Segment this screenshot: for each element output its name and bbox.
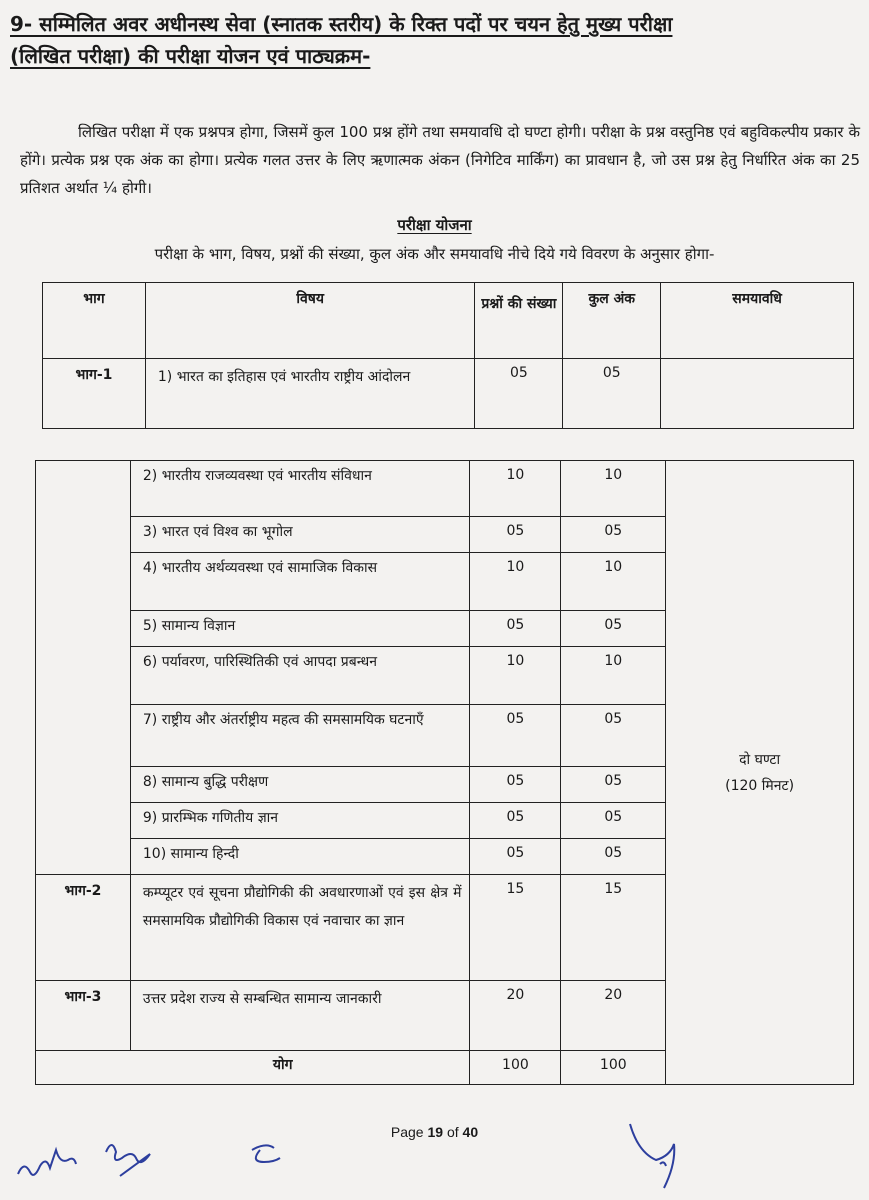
- part1-label: भाग-1: [43, 359, 146, 429]
- scheme-title: परीक्षा योजना: [397, 216, 472, 234]
- subject-cell: 6) पर्यावरण, पारिस्थितिकी एवं आपदा प्रबन्धन: [130, 647, 470, 705]
- table-row: [36, 461, 854, 517]
- subject-cell: 9) प्रारम्भिक गणितीय ज्ञान: [130, 803, 470, 839]
- questions-cell: 05: [470, 767, 561, 803]
- duration-cell: [666, 461, 854, 1085]
- footer-current-page: 19: [427, 1124, 444, 1140]
- total-marks: 100: [561, 1051, 666, 1085]
- marks-cell: 05: [563, 359, 661, 429]
- heading-line-2: (लिखित परीक्षा) की परीक्षा योजन एवं पाठ्यक्रम-: [10, 44, 371, 68]
- questions-cell: 15: [470, 875, 561, 981]
- subject-cell: 2) भारतीय राजव्यवस्था एवं भारतीय संविधान: [130, 461, 470, 517]
- subject-cell: 10) सामान्य हिन्दी: [130, 839, 470, 875]
- heading-line-1: 9- सम्मिलित अवर अधीनस्थ सेवा (स्नातक स्तरीय) के रिक्त पदों पर चयन हेतु मुख्य परीक्षा: [10, 12, 673, 36]
- marks-cell: 05: [561, 767, 666, 803]
- questions-cell: 20: [470, 981, 561, 1051]
- questions-cell: 05: [475, 359, 563, 429]
- marks-cell: 05: [561, 611, 666, 647]
- subject-cell: कम्प्यूटर एवं सूचना प्रौद्योगिकी की अवधारणाओं एवं इस क्षेत्र में समसामयिक प्रौद्योगिकी विकास एवं नवाचार का ज्ञान: [130, 875, 470, 981]
- questions-cell: 05: [470, 803, 561, 839]
- questions-cell: 05: [470, 517, 561, 553]
- subject-cell: 3) भारत एवं विश्व का भूगोल: [130, 517, 470, 553]
- marks-cell: 20: [561, 981, 666, 1051]
- duration-cell-empty: [661, 359, 854, 429]
- part3-label: भाग-3: [36, 981, 131, 1051]
- footer-of: of: [446, 1124, 459, 1140]
- part1-continued-cell: [36, 461, 131, 875]
- subject-cell: 4) भारतीय अर्थव्यवस्था एवं सामाजिक विकास: [130, 553, 470, 611]
- subject-cell: 8) सामान्य बुद्धि परीक्षण: [130, 767, 470, 803]
- header-samay: समयावधि: [661, 283, 854, 359]
- questions-cell: 05: [470, 839, 561, 875]
- marks-cell: 10: [561, 647, 666, 705]
- table-header-row: [43, 283, 854, 359]
- table-row: [43, 359, 854, 429]
- exam-scheme-table-top: [42, 282, 854, 429]
- scheme-subtitle: परीक्षा के भाग, विषय, प्रश्नों की संख्या, कुल अंक और समयावधि नीचे दिये गये विवरण के अनुसार होगा-: [154, 245, 715, 263]
- handwritten-initial: [246, 1140, 286, 1170]
- marks-cell: 10: [561, 461, 666, 517]
- section-heading: [10, 8, 860, 72]
- duration-minutes: (120 मिनट): [725, 777, 795, 794]
- total-questions: 100: [470, 1051, 561, 1085]
- subject-cell: 1) भारत का इतिहास एवं भारतीय राष्ट्रीय आंदोलन: [145, 359, 475, 429]
- questions-cell: 05: [470, 705, 561, 767]
- header-bhag: भाग: [43, 283, 146, 359]
- marks-cell: 10: [561, 553, 666, 611]
- handwritten-signature-2: [620, 1118, 690, 1196]
- subject-cell: 7) राष्ट्रीय और अंतर्राष्ट्रीय महत्व की समसामयिक घटनाएँ: [130, 705, 470, 767]
- intro-paragraph: [20, 118, 860, 202]
- questions-cell: 10: [470, 647, 561, 705]
- questions-cell: 10: [470, 553, 561, 611]
- exam-scheme-table-continued: [35, 460, 854, 1085]
- part2-label: भाग-2: [36, 875, 131, 981]
- header-ank: कुल अंक: [563, 283, 661, 359]
- footer-prefix: Page: [390, 1124, 424, 1140]
- marks-cell: 05: [561, 839, 666, 875]
- total-label: योग: [36, 1051, 470, 1085]
- marks-cell: 05: [561, 705, 666, 767]
- header-prashn: प्रश्नों की संख्या: [475, 283, 563, 359]
- marks-cell: 05: [561, 517, 666, 553]
- marks-cell: 05: [561, 803, 666, 839]
- subject-cell: 5) सामान्य विज्ञान: [130, 611, 470, 647]
- questions-cell: 10: [470, 461, 561, 517]
- subject-cell: उत्तर प्रदेश राज्य से सम्बन्धित सामान्य जानकारी: [130, 981, 470, 1051]
- duration-hours: दो घण्टा: [739, 751, 781, 768]
- intro-text: लिखित परीक्षा में एक प्रश्नपत्र होगा, जिसमें कुल 100 प्रश्न होंगे तथा समयावधि दो घण्टा होगी। परीक्षा के प्रश्न वस्तुनिष्ठ एवं बहुविकल्पीय प्रकार के होंगे। प्रत्येक प्रश्न एक अंक का होगा। प्रत्येक गलत उत्तर के लिए ऋणात्मक अंकन (निगेटिव मार्किंग) का प्रावधान है, जो उस प्रश्न हेतु निर्धारित अंक का 25 प्रतिशत अर्थात ¼ होगी।: [20, 123, 860, 197]
- handwritten-signature-1: [14, 1122, 184, 1192]
- header-vishay: विषय: [145, 283, 475, 359]
- questions-cell: 05: [470, 611, 561, 647]
- footer-total-pages: 40: [462, 1124, 479, 1140]
- marks-cell: 15: [561, 875, 666, 981]
